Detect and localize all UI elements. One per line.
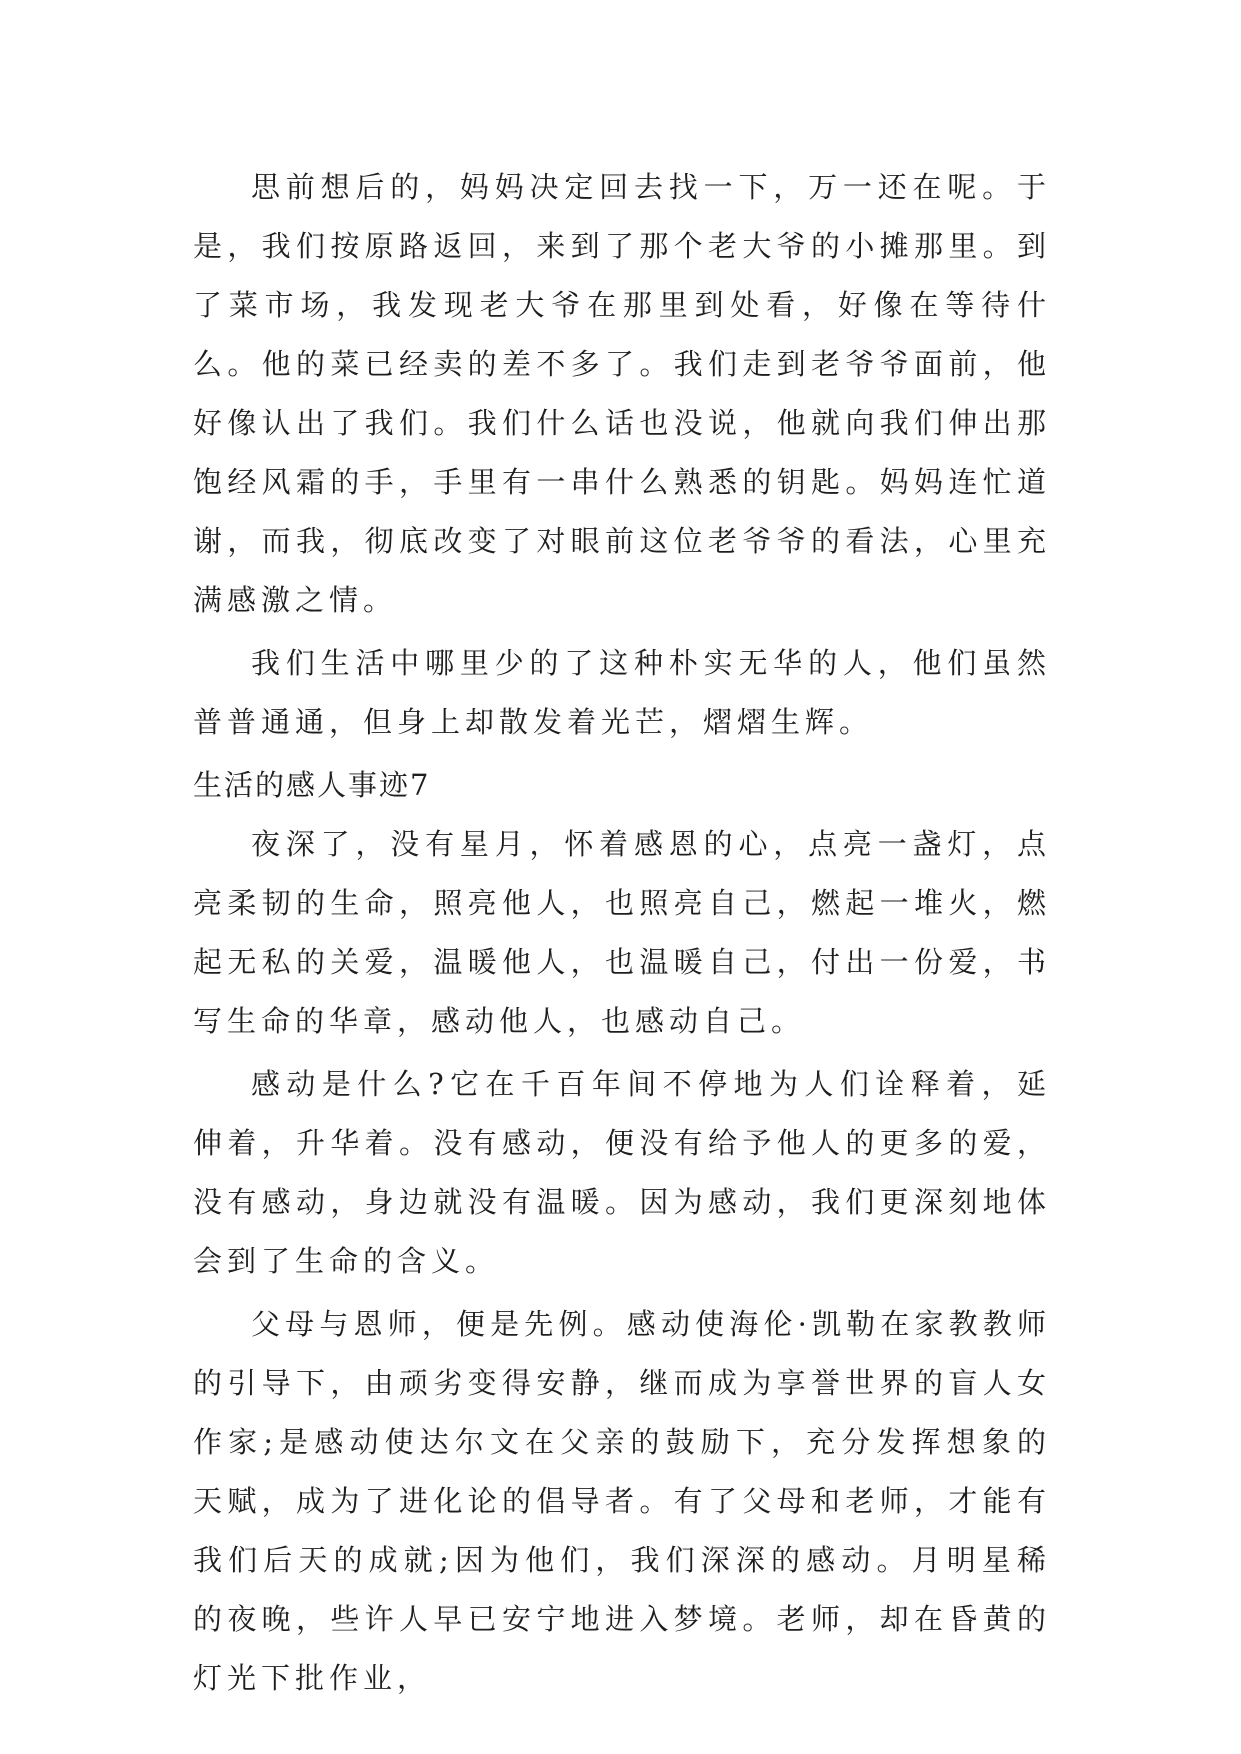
paragraph: 父母与恩师，便是先例。感动使海伦·凯勒在家教教师的引导下，由顽劣变得安静，继而成为享誉世界的盲人女作家;是感动使达尔文在父亲的鼓励下，充分发挥想象的天赋，成为了进化论的倡导者。有了父母和老师，才能有我们后天的成就;因为他们，我们深深的感动。月明星稀的夜晚，些许人早已安宁地进入梦境。老师，却在昏黄的灯光下批作业， xyxy=(193,1307,1051,1695)
paragraph: 思前想后的，妈妈决定回去找一下，万一还在呢。于是，我们按原路返回，来到了那个老大爷的小摊那里。到了菜市场，我发现老大爷在那里到处看，好像在等待什么。他的菜已经卖的差不多了。我们走到老爷爷面前，他好像认出了我们。我们什么话也没说，他就向我们伸出那饱经风霜的手，手里有一串什么熟悉的钥匙。妈妈连忙道谢，而我，彻底改变了对眼前这位老爷爷的看法，心里充满感激之情。 xyxy=(193,170,1051,617)
paragraph: 夜深了，没有星月，怀着感恩的心，点亮一盏灯，点亮柔韧的生命，照亮他人，也照亮自己，燃起一堆火，燃起无私的关爱，温暖他人，也温暖自己，付出一份爱，书写生命的华章，感动他人，也感动自己。 xyxy=(193,827,1051,1038)
document-body xyxy=(193,158,1051,1712)
paragraph: 感动是什么?它在千百年间不停地为人们诠释着，延伸着，升华着。没有感动，便没有给予他人的更多的爱，没有感动，身边就没有温暖。因为感动，我们更深刻地体会到了生命的含义。 xyxy=(193,1067,1051,1278)
section-title: 生活的感人事迹7 xyxy=(193,768,431,802)
paragraph: 我们生活中哪里少的了这种朴实无华的人，他们虽然普普通通，但身上却散发着光芒，熠熠生辉。 xyxy=(193,646,1051,739)
